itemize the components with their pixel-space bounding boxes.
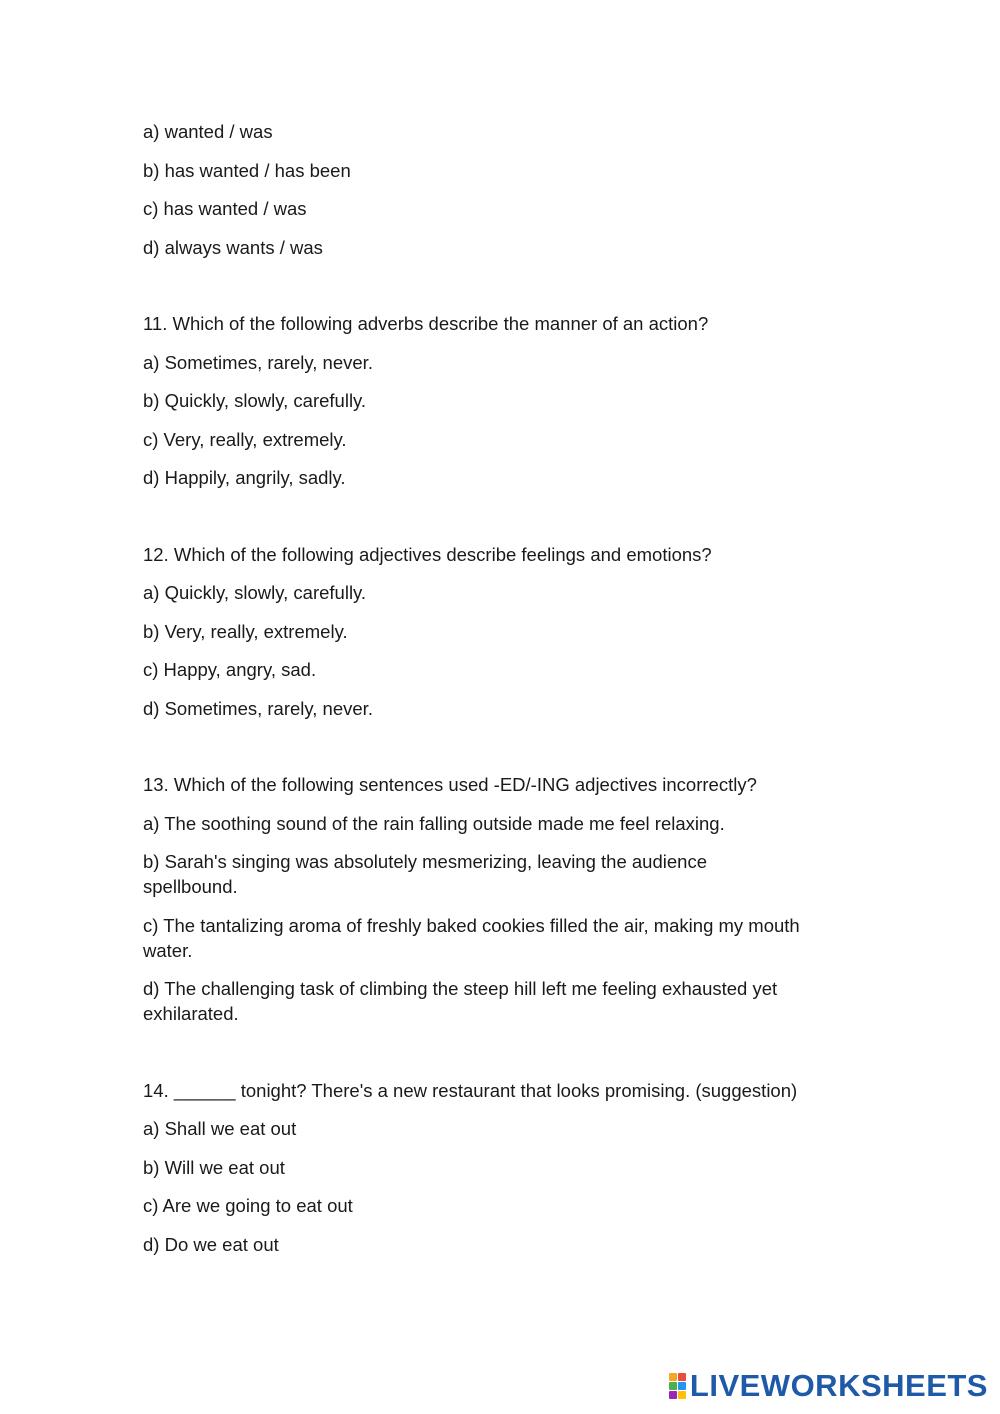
option-11a[interactable]: a) Sometimes, rarely, never. (143, 351, 373, 373)
option-13a[interactable]: a) The soothing sound of the rain falling outside made me feel relaxing. (143, 812, 725, 834)
option-13c[interactable]: c) The tantalizing aroma of freshly baked cookies filled the air, making my mouth water. (143, 914, 800, 961)
question-14 (143, 1078, 873, 1257)
logo-text: LIVEWORKSHEETS (689, 1368, 988, 1403)
option-12d[interactable]: d) Sometimes, rarely, never. (143, 697, 373, 719)
option-12b[interactable]: b) Very, really, extremely. (143, 620, 348, 642)
option-13b[interactable]: b) Sarah's singing was absolutely mesmerizing, leaving the audience spellbound. (143, 851, 707, 897)
option-13d[interactable]: d) The challenging task of climbing the steep hill left me feeling exhausted yet exhilarated. (143, 978, 778, 1024)
question-12 (143, 542, 873, 721)
question-13-text: 13. Which of the following sentences used -ED/-ING adjectives incorrectly? (143, 774, 757, 795)
question-10-options (143, 119, 873, 260)
question-13 (143, 772, 873, 1026)
option-11b[interactable]: b) Quickly, slowly, carefully. (143, 390, 367, 411)
option-10b[interactable]: b) has wanted / has been (143, 159, 351, 181)
question-14-text: 14. ______ tonight? There's a new restaurant that looks promising. (suggestion) (143, 1079, 798, 1101)
option-11c[interactable]: c) Very, really, extremely. (143, 428, 347, 450)
logo-mark-icon (669, 1373, 686, 1399)
liveworksheets-logo (669, 1368, 988, 1404)
question-11 (143, 311, 873, 490)
option-10a[interactable]: a) wanted / was (143, 121, 273, 142)
option-12a[interactable]: a) Quickly, slowly, carefully. (143, 582, 367, 603)
option-11d[interactable]: d) Happily, angrily, sadly. (143, 467, 346, 488)
question-11-text: 11. Which of the following adverbs describe the manner of an action? (143, 313, 709, 334)
option-10d[interactable]: d) always wants / was (143, 236, 323, 258)
option-14c[interactable]: c) Are we going to eat out (143, 1195, 353, 1216)
option-10c[interactable]: c) has wanted / was (143, 198, 307, 219)
option-14a[interactable]: a) Shall we eat out (143, 1118, 297, 1139)
option-12c[interactable]: c) Happy, angry, sad. (143, 659, 317, 680)
option-14b[interactable]: b) Will we eat out (143, 1156, 285, 1178)
question-12-text: 12. Which of the following adjectives describe feelings and emotions? (143, 543, 712, 565)
worksheet-content (143, 119, 873, 1270)
option-14d[interactable]: d) Do we eat out (143, 1233, 279, 1255)
